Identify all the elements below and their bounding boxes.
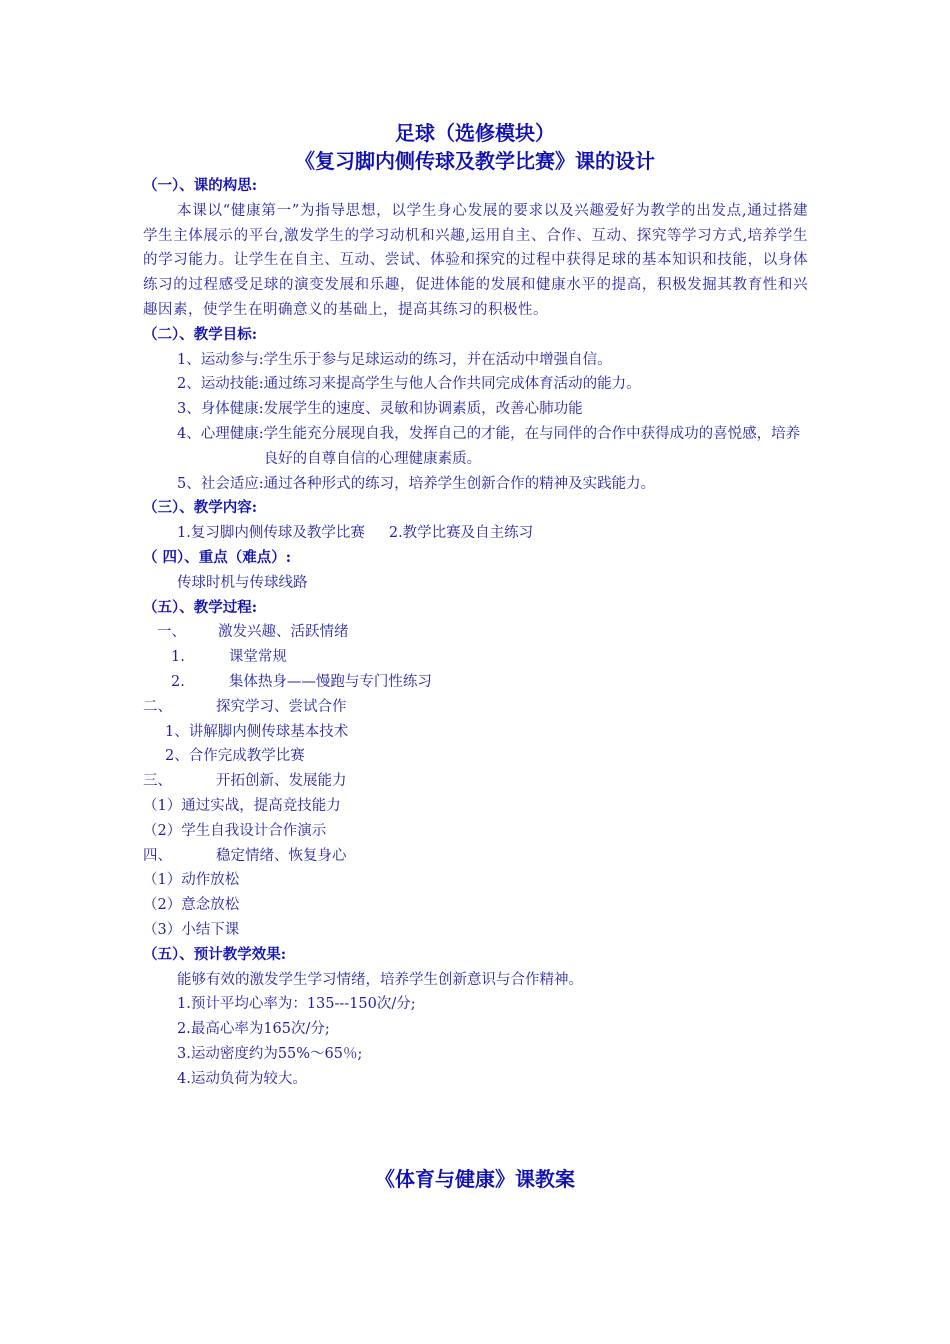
expected-effect-intro: 能够有效的激发学生学习情绪，培养学生创新意识与合作精神。 — [177, 971, 583, 988]
process-phase — [143, 769, 808, 794]
expected-effect-item: 1.预计平均心率为：135---150次/分; — [177, 996, 416, 1013]
phase-title: 探究学习、尝试合作 — [216, 698, 347, 715]
process-step: （3）小结下课 — [143, 921, 240, 938]
phase-number: 一、 — [157, 624, 186, 641]
expected-effect-item: 2.最高心率为165次/分; — [177, 1021, 330, 1038]
phase-title: 稳定情绪、恢复身心 — [216, 847, 347, 864]
section-heading-content: （三）、教学内容: — [143, 499, 258, 517]
process-step: （1）通过实战，提高竞技能力 — [143, 797, 341, 814]
process-step: （1）动作放松 — [143, 872, 240, 889]
objective-label: 4、心理健康: — [177, 425, 264, 442]
expected-effect-item: 4.运动负荷为较大。 — [177, 1070, 307, 1087]
objective-item — [143, 422, 808, 472]
section-heading-expected-effect: （五）、预计教学效果: — [143, 945, 287, 963]
objective-item — [143, 397, 808, 422]
process-step: （2）意念放松 — [143, 897, 240, 914]
objective-text: 发展学生的速度、灵敏和协调素质，改善心肺功能 — [263, 401, 583, 418]
step-number: 2. — [171, 673, 185, 690]
content-line — [143, 521, 808, 546]
process-step — [143, 670, 808, 695]
objective-item — [143, 372, 808, 397]
process-step: （2）学生自我设计合作演示 — [143, 822, 327, 839]
objective-label: 1、运动参与: — [177, 351, 264, 368]
process-phase — [143, 620, 808, 645]
step-text: 集体热身——慢跑与专门性练习 — [228, 673, 432, 690]
objective-item — [143, 472, 808, 497]
expected-effect-item: 3.运动密度约为55%～65％; — [177, 1045, 363, 1062]
phase-number: 四、 — [143, 847, 172, 864]
phase-title: 开拓创新、发展能力 — [216, 773, 347, 790]
objective-label: 3、身体健康: — [177, 401, 264, 418]
process-phase — [143, 695, 808, 720]
step-number: 1. — [171, 649, 185, 666]
main-title: 足球（选修模块） — [395, 121, 555, 145]
key-points-text: 传球时机与传球线路 — [177, 574, 308, 591]
phase-title: 激发兴趣、活跃情绪 — [218, 624, 349, 641]
objective-item — [143, 348, 808, 373]
objective-label: 5、社会适应: — [177, 475, 264, 492]
subtitle: 《复习脚内侧传球及教学比赛》课的设计 — [295, 149, 655, 173]
section-heading-key-points: （ 四）、重点（难点）: — [143, 548, 292, 566]
step-text: 课堂常规 — [228, 649, 287, 666]
objective-text: 学生能充分展现自我，发挥自己的才能，在与同伴的合作中获得成功的喜悦感，培养良好的自尊自信的心理健康素质。 — [263, 425, 801, 467]
objective-text: 通过练习来提高学生与他人合作共同完成体育活动的能力。 — [263, 376, 641, 393]
phase-number: 二、 — [143, 698, 172, 715]
section-heading-concept: （一）、课的构思: — [143, 177, 258, 194]
lesson-plan-title: 《体育与健康》课教案 — [375, 1167, 575, 1191]
process-step: 2、合作完成教学比赛 — [165, 748, 305, 765]
content-item: 2.教学比赛及自主练习 — [388, 525, 534, 542]
objective-text: 通过各种形式的练习，培养学生创新合作的精神及实践能力。 — [263, 475, 656, 492]
section-heading-objectives: （二）、教学目标: — [143, 325, 258, 343]
document-body — [143, 174, 808, 1091]
content-item: 1.复习脚内侧传球及教学比赛 — [177, 525, 365, 542]
process-step — [143, 645, 808, 670]
section-heading-process: （五）、教学过程: — [143, 598, 258, 616]
process-phase — [143, 844, 808, 869]
concept-paragraph: 本课以“健康第一”为指导思想，以学生身心发展的要求以及兴趣爱好为教学的出发点,通过搭建学生主体展示的平台,激发学生的学习动机和兴趣,运用自主、合作、互动、探究等学习方式,培养学生的学习能力。让学生在自主、互动、尝试、体验和探究的过程中获得足球的基本知识和技能，以身体练习的过程感受足球的演变发展和乐趣，促进体能的发展和健康水平的提高，积极发掘其教育性和兴趣因素，使学生在明确意义的基础上，提高其练习的积极性。 — [143, 202, 808, 318]
objective-label: 2、运动技能: — [177, 376, 264, 393]
phase-number: 三、 — [143, 773, 172, 790]
process-step: 1、讲解脚内侧传球基本技术 — [165, 723, 349, 740]
objective-text: 学生乐于参与足球运动的练习，并在活动中增强自信。 — [263, 351, 612, 368]
